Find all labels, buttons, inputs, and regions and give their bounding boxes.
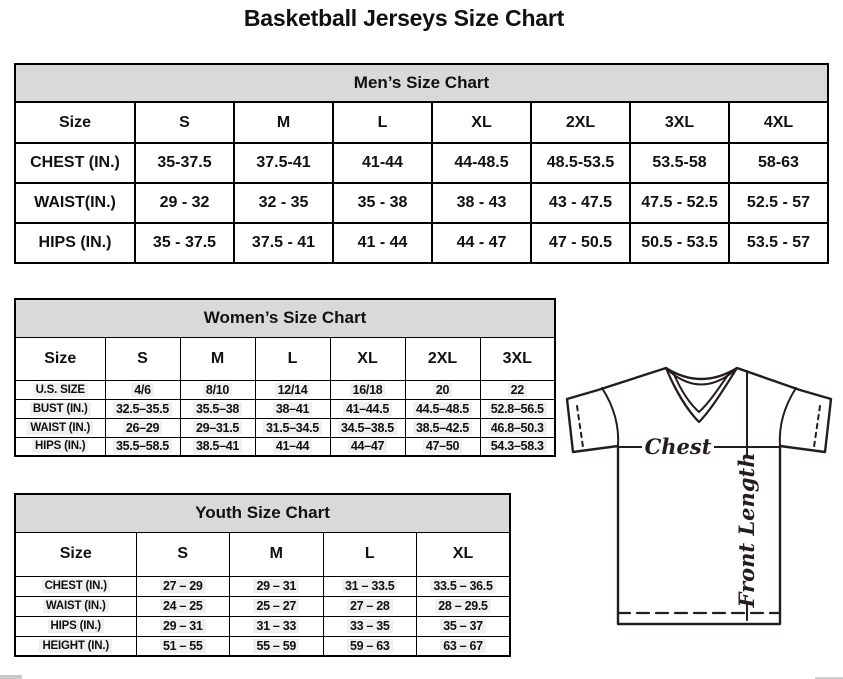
size-cell: 41–44 bbox=[255, 437, 330, 456]
size-cell: 31 – 33.5 bbox=[323, 576, 417, 596]
table-row bbox=[15, 418, 555, 437]
size-cell: 20 bbox=[405, 380, 480, 399]
size-cell: 31 – 33 bbox=[230, 616, 324, 636]
size-cell: 29–31.5 bbox=[180, 418, 255, 437]
size-cell: 41–44.5 bbox=[330, 399, 405, 418]
size-cell: 32.5–35.5 bbox=[105, 399, 180, 418]
size-cell: 47.5 - 52.5 bbox=[630, 183, 729, 223]
size-cell: 22 bbox=[480, 380, 555, 399]
size-cell: 55 – 59 bbox=[230, 636, 324, 656]
youth-table-caption: Youth Size Chart bbox=[15, 494, 510, 532]
table-row bbox=[15, 380, 555, 399]
column-header: 3XL bbox=[480, 337, 555, 380]
size-cell: 38 - 43 bbox=[432, 183, 531, 223]
column-header: Size bbox=[15, 532, 136, 576]
size-cell: 43 - 47.5 bbox=[531, 183, 630, 223]
size-cell: 29 - 32 bbox=[135, 183, 234, 223]
column-header: 4XL bbox=[729, 102, 828, 143]
chest-measure-label: Chest bbox=[644, 434, 712, 459]
column-header: Size bbox=[15, 102, 135, 143]
size-cell: 8/10 bbox=[180, 380, 255, 399]
size-cell: 4/6 bbox=[105, 380, 180, 399]
size-cell: 41 - 44 bbox=[333, 223, 432, 263]
size-cell: 35.5–58.5 bbox=[105, 437, 180, 456]
table-row bbox=[15, 596, 510, 616]
row-label: CHEST (IN.) bbox=[15, 576, 136, 596]
table-row bbox=[15, 399, 555, 418]
size-cell: 63 – 67 bbox=[417, 636, 511, 656]
mens-table-caption: Men’s Size Chart bbox=[15, 64, 828, 102]
size-cell: 16/18 bbox=[330, 380, 405, 399]
size-cell: 33.5 – 36.5 bbox=[417, 576, 511, 596]
size-cell: 53.5 - 57 bbox=[729, 223, 828, 263]
column-header: XL bbox=[432, 102, 531, 143]
youth-size-chart-table bbox=[14, 493, 511, 657]
row-label: U.S. SIZE bbox=[15, 380, 105, 399]
size-cell: 38.5–41 bbox=[180, 437, 255, 456]
size-cell: 44 - 47 bbox=[432, 223, 531, 263]
cutoff-element-left bbox=[0, 675, 22, 679]
size-cell: 52.8–56.5 bbox=[480, 399, 555, 418]
column-header: M bbox=[234, 102, 333, 143]
size-cell: 35 - 37.5 bbox=[135, 223, 234, 263]
womens-size-chart-table bbox=[14, 298, 556, 457]
row-label: HIPS (IN.) bbox=[15, 437, 105, 456]
size-cell: 26–29 bbox=[105, 418, 180, 437]
size-cell: 37.5 - 41 bbox=[234, 223, 333, 263]
size-cell: 35.5–38 bbox=[180, 399, 255, 418]
size-cell: 25 – 27 bbox=[230, 596, 324, 616]
jersey-outline-icon bbox=[556, 358, 841, 668]
row-label: WAIST(IN.) bbox=[15, 183, 135, 223]
table-row bbox=[15, 223, 828, 263]
size-cell: 47–50 bbox=[405, 437, 480, 456]
table-row bbox=[15, 183, 828, 223]
row-label: HEIGHT (IN.) bbox=[15, 636, 136, 656]
column-header: 2XL bbox=[531, 102, 630, 143]
size-cell: 31.5–34.5 bbox=[255, 418, 330, 437]
jersey-measurement-diagram bbox=[556, 358, 841, 668]
table-header-row bbox=[15, 337, 555, 380]
size-cell: 35 – 37 bbox=[417, 616, 511, 636]
column-header: L bbox=[323, 532, 417, 576]
size-cell: 47 - 50.5 bbox=[531, 223, 630, 263]
column-header: Size bbox=[15, 337, 105, 380]
size-cell: 59 – 63 bbox=[323, 636, 417, 656]
size-cell: 58-63 bbox=[729, 143, 828, 183]
page-title: Basketball Jerseys Size Chart bbox=[243, 5, 565, 31]
column-header: 2XL bbox=[405, 337, 480, 380]
mens-size-chart-table bbox=[14, 63, 829, 264]
row-label: HIPS (IN.) bbox=[15, 616, 136, 636]
column-header: L bbox=[255, 337, 330, 380]
size-cell: 27 – 29 bbox=[136, 576, 230, 596]
size-cell: 51 – 55 bbox=[136, 636, 230, 656]
row-label: HIPS (IN.) bbox=[15, 223, 135, 263]
size-cell: 27 – 28 bbox=[323, 596, 417, 616]
row-label: WAIST (IN.) bbox=[15, 418, 105, 437]
size-cell: 29 – 31 bbox=[136, 616, 230, 636]
size-cell: 28 – 29.5 bbox=[417, 596, 511, 616]
size-cell: 41-44 bbox=[333, 143, 432, 183]
womens-table-caption: Women’s Size Chart bbox=[15, 299, 555, 337]
size-cell: 44–47 bbox=[330, 437, 405, 456]
row-label: BUST (IN.) bbox=[15, 399, 105, 418]
size-cell: 53.5-58 bbox=[630, 143, 729, 183]
table-row bbox=[15, 143, 828, 183]
column-header: S bbox=[105, 337, 180, 380]
table-caption-row bbox=[15, 299, 555, 337]
size-cell: 38.5–42.5 bbox=[405, 418, 480, 437]
row-label: CHEST (IN.) bbox=[15, 143, 135, 183]
size-cell: 32 - 35 bbox=[234, 183, 333, 223]
size-cell: 34.5–38.5 bbox=[330, 418, 405, 437]
table-caption-row bbox=[15, 494, 510, 532]
column-header: 3XL bbox=[630, 102, 729, 143]
table-row bbox=[15, 437, 555, 456]
size-cell: 44.5–48.5 bbox=[405, 399, 480, 418]
size-cell: 54.3–58.3 bbox=[480, 437, 555, 456]
table-header-row bbox=[15, 532, 510, 576]
size-cell: 48.5-53.5 bbox=[531, 143, 630, 183]
column-header: S bbox=[135, 102, 234, 143]
column-header: L bbox=[333, 102, 432, 143]
column-header: XL bbox=[417, 532, 511, 576]
size-cell: 52.5 - 57 bbox=[729, 183, 828, 223]
size-cell: 24 – 25 bbox=[136, 596, 230, 616]
table-row bbox=[15, 616, 510, 636]
front-length-measure-label: Front Length bbox=[734, 452, 759, 608]
row-label: WAIST (IN.) bbox=[15, 596, 136, 616]
column-header: XL bbox=[330, 337, 405, 380]
table-caption-row bbox=[15, 64, 828, 102]
table-row bbox=[15, 636, 510, 656]
size-cell: 35-37.5 bbox=[135, 143, 234, 183]
column-header: S bbox=[136, 532, 230, 576]
table-row bbox=[15, 576, 510, 596]
size-cell: 50.5 - 53.5 bbox=[630, 223, 729, 263]
size-cell: 37.5-41 bbox=[234, 143, 333, 183]
size-cell: 46.8–50.3 bbox=[480, 418, 555, 437]
column-header: M bbox=[230, 532, 324, 576]
size-cell: 38–41 bbox=[255, 399, 330, 418]
size-cell: 35 - 38 bbox=[333, 183, 432, 223]
column-header: M bbox=[180, 337, 255, 380]
size-cell: 29 – 31 bbox=[230, 576, 324, 596]
table-header-row bbox=[15, 102, 828, 143]
size-cell: 44-48.5 bbox=[432, 143, 531, 183]
size-cell: 33 – 35 bbox=[323, 616, 417, 636]
size-cell: 12/14 bbox=[255, 380, 330, 399]
